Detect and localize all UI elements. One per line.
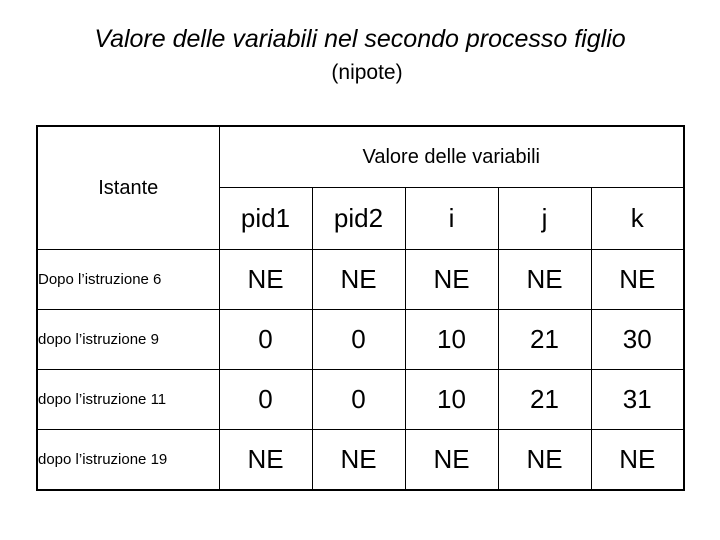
table-cell: 21 xyxy=(498,310,591,370)
title-subtitle: (nipote) xyxy=(331,61,403,84)
table-cell: 31 xyxy=(591,370,684,430)
table-cell: 0 xyxy=(219,310,312,370)
title-main: Valore delle variabili nel secondo processo figlio xyxy=(94,25,626,53)
row-label: Dopo l’istruzione 6 xyxy=(37,250,219,310)
table-row xyxy=(37,430,684,490)
row-label: dopo l’istruzione 9 xyxy=(37,310,219,370)
column-header-j: j xyxy=(498,188,591,250)
table-cell: 0 xyxy=(312,370,405,430)
table-cell: NE xyxy=(405,430,498,490)
table-cell: NE xyxy=(219,430,312,490)
table-cell: NE xyxy=(591,250,684,310)
table-cell: NE xyxy=(498,250,591,310)
table-row xyxy=(37,250,684,310)
slide-title xyxy=(0,22,720,90)
table-cell: 10 xyxy=(405,370,498,430)
table-cell: 21 xyxy=(498,370,591,430)
variables-group-header: Valore delle variabili xyxy=(219,126,684,188)
column-header-i: i xyxy=(405,188,498,250)
table-cell: NE xyxy=(219,250,312,310)
table-cell: NE xyxy=(498,430,591,490)
variables-table xyxy=(36,125,685,491)
table-cell: 0 xyxy=(312,310,405,370)
table-row xyxy=(37,310,684,370)
table-cell: NE xyxy=(591,430,684,490)
table-row xyxy=(37,370,684,430)
column-header-pid1: pid1 xyxy=(219,188,312,250)
row-label: dopo l’istruzione 11 xyxy=(37,370,219,430)
table-cell: NE xyxy=(312,430,405,490)
table-cell: 0 xyxy=(219,370,312,430)
row-label: dopo l’istruzione 19 xyxy=(37,430,219,490)
column-header-pid2: pid2 xyxy=(312,188,405,250)
table-cell: 30 xyxy=(591,310,684,370)
table-cell: NE xyxy=(312,250,405,310)
table-cell: 10 xyxy=(405,310,498,370)
table-cell: NE xyxy=(405,250,498,310)
column-header-k: k xyxy=(591,188,684,250)
instant-header: Istante xyxy=(37,126,219,250)
